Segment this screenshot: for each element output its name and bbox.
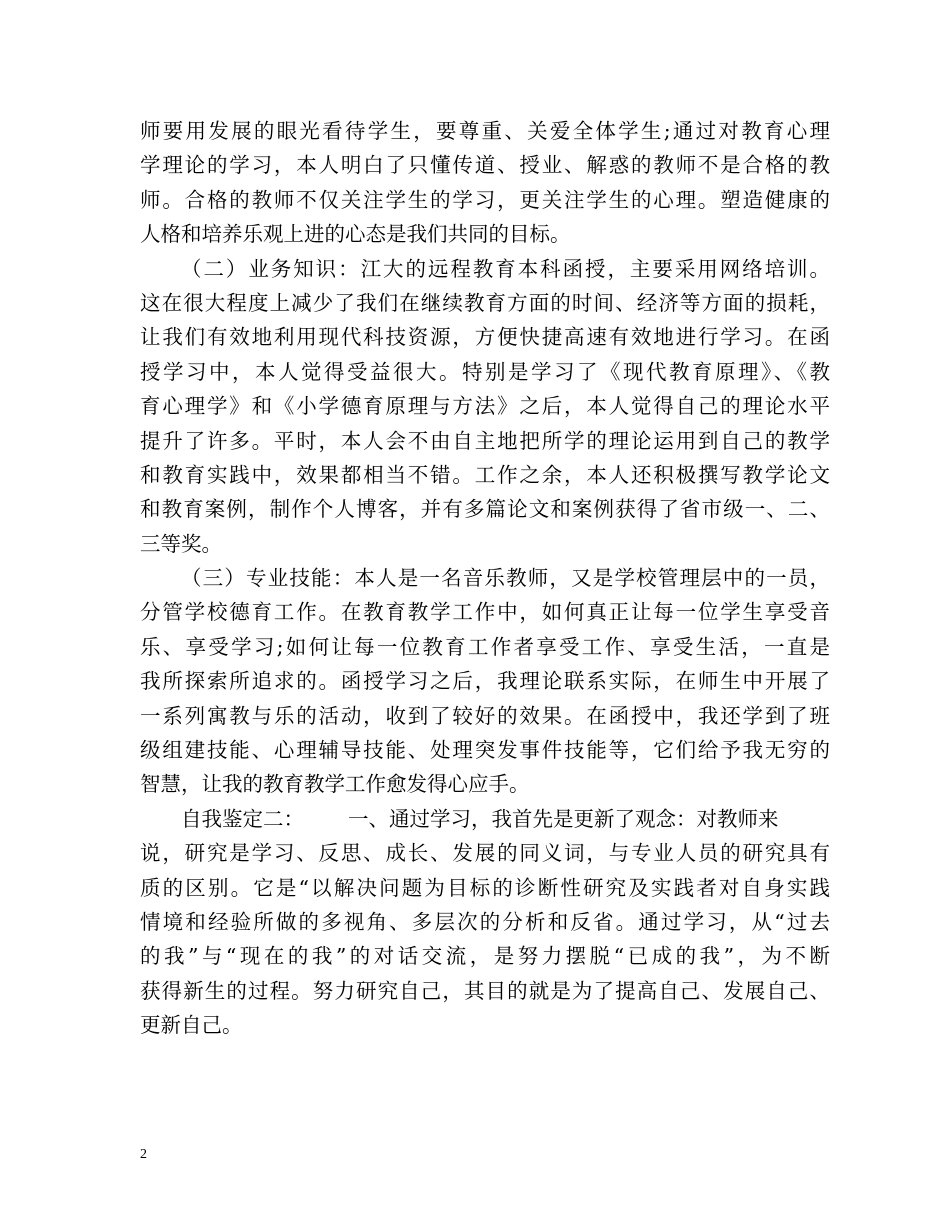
body-line: 说，研究是学习、反思、成长、发展的同义词，与专业人员的研究具有 bbox=[140, 841, 830, 866]
body-line: 分管学校德育工作。在教育教学工作中，如何真正让每一位学生享受音 bbox=[140, 600, 830, 625]
body-line: 乐、享受学习;如何让每一位教育工作者享受工作、享受生活，一直是 bbox=[140, 634, 830, 659]
body-line bbox=[140, 802, 830, 836]
page-number: 2 bbox=[140, 1147, 147, 1162]
body-line: 更新自己。 bbox=[140, 1013, 243, 1038]
document-body bbox=[140, 114, 830, 1043]
body-line: 和教育案例，制作个人博客，并有多篇论文和案例获得了省市级一、二、 bbox=[140, 497, 830, 522]
body-line: （二）业务知识：江大的远程教育本科函授，主要采用网络培训。 bbox=[181, 256, 830, 281]
body-line: 智慧，让我的教育教学工作愈发得心应手。 bbox=[140, 772, 530, 797]
body-line: 这在很大程度上减少了我们在继续教育方面的时间、经济等方面的损耗， bbox=[140, 290, 830, 315]
body-line: 获得新生的过程。努力研究自己，其目的就是为了提高自己、发展自己、 bbox=[140, 978, 830, 1003]
body-line: 级组建技能、心理辅导技能、处理突发事件技能等，它们给予我无穷的 bbox=[140, 738, 830, 763]
section-lead: 自我鉴定二： bbox=[181, 806, 304, 831]
body-line: 和教育实践中，效果都相当不错。工作之余，本人还积极撰写教学论文 bbox=[140, 462, 830, 487]
body-line: 师。合格的教师不仅关注学生的学习，更关注学生的心理。塑造健康的 bbox=[140, 187, 830, 212]
body-line: 一系列寓教与乐的活动，收到了较好的效果。在函授中，我还学到了班 bbox=[140, 703, 830, 728]
body-line: （三）专业技能：本人是一名音乐教师，又是学校管理层中的一员， bbox=[181, 566, 830, 591]
section-lead-text: 一、通过学习，我首先是更新了观念：对教师来 bbox=[348, 806, 779, 831]
body-line: 情境和经验所做的多视角、多层次的分析和反省。通过学习，从“过去 bbox=[140, 909, 830, 934]
body-line: 的我”与“现在的我”的对话交流，是努力摆脱“已成的我”，为不断 bbox=[140, 944, 830, 969]
body-line: 人格和培养乐观上进的心态是我们共同的目标。 bbox=[140, 222, 571, 247]
body-line: 三等奖。 bbox=[140, 531, 222, 556]
body-line: 育心理学》和《小学德育原理与方法》之后，本人觉得自己的理论水平 bbox=[140, 394, 830, 419]
body-line: 学理论的学习，本人明白了只懂传道、授业、解惑的教师不是合格的教 bbox=[140, 153, 830, 178]
body-line: 授学习中，本人觉得受益很大。特别是学习了《现代教育原理》、《教 bbox=[140, 359, 830, 384]
body-line: 我所探索所追求的。函授学习之后，我理论联系实际，在师生中开展了 bbox=[140, 669, 830, 694]
body-line: 让我们有效地利用现代科技资源，方便快捷高速有效地进行学习。在函 bbox=[140, 325, 830, 350]
body-line: 质的区别。它是“以解决问题为目标的诊断性研究及实践者对自身实践 bbox=[140, 875, 830, 900]
body-line: 提升了许多。平时，本人会不由自主地把所学的理论运用到自己的教学 bbox=[140, 428, 830, 453]
body-line: 师要用发展的眼光看待学生，要尊重、关爱全体学生;通过对教育心理 bbox=[140, 119, 830, 143]
